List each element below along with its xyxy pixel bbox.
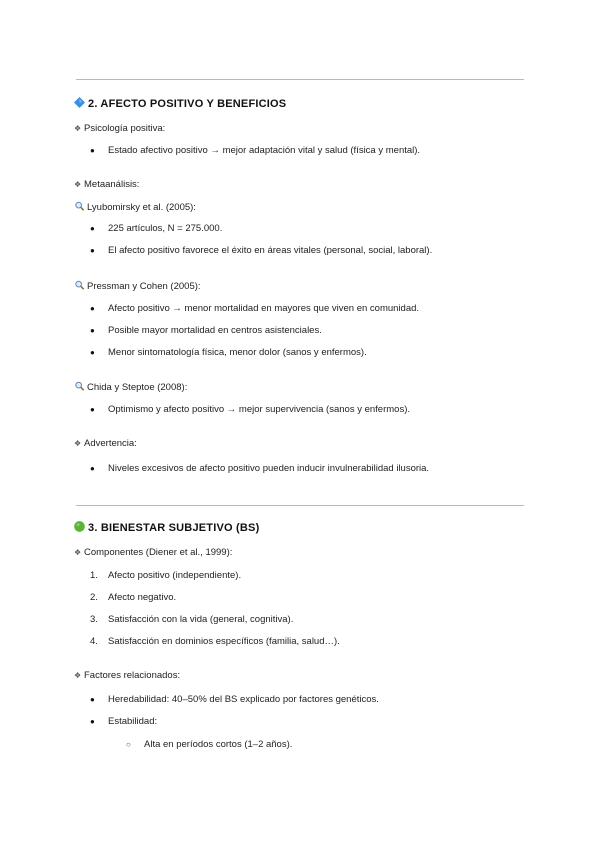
bullet-icon: ● xyxy=(90,146,95,155)
diamond-marker-icon: ❖ xyxy=(74,124,82,133)
list-item: ● Heredabilidad: 40–50% del BS explicado por factores genéticos. xyxy=(90,694,379,705)
green-circle-icon xyxy=(74,521,85,532)
magnifier-icon xyxy=(74,280,85,290)
bullet-icon: ● xyxy=(90,224,95,233)
numbered-item: 3. Satisfacción con la vida (general, cognitiva). xyxy=(90,614,294,625)
hollow-bullet-icon: ○ xyxy=(126,740,131,749)
list-item: ● El afecto positivo favorece el éxito en áreas vitales (personal, social, laboral). xyxy=(90,245,433,256)
bullet-icon: ● xyxy=(90,246,95,255)
pressman-label: Pressman y Cohen (2005): xyxy=(74,280,201,292)
list-item: ● Afecto positivo → menor mortalidad en mayores que viven en comunidad. xyxy=(90,303,420,314)
list-item: ● Niveles excesivos de afecto positivo pueden inducir invulnerabilidad ilusoria. xyxy=(90,463,430,474)
diamond-marker-icon: ❖ xyxy=(74,548,82,557)
bullet-icon: ● xyxy=(90,304,95,313)
lyubomirsky-label: Lyubomirsky et al. (2005): xyxy=(74,201,196,213)
list-item: ● Menor sintomatología física, menor dolor (sanos y enfermos). xyxy=(90,347,367,358)
bullet-icon: ● xyxy=(90,717,95,726)
section-3-heading xyxy=(74,521,259,534)
bullet-icon: ● xyxy=(90,464,95,473)
componentes-label: ❖ Componentes (Diener et al., 1999): xyxy=(74,547,233,558)
list-item: ● Posible mayor mortalidad en centros asistenciales. xyxy=(90,325,322,336)
advertencia-label: ❖ Advertencia: xyxy=(74,438,137,449)
diamond-marker-icon: ❖ xyxy=(74,439,82,448)
numbered-item: 2. Afecto negativo. xyxy=(90,592,177,603)
nested-list-item: ○ Alta en períodos cortos (1–2 años). xyxy=(126,739,293,750)
bullet-icon: ● xyxy=(90,348,95,357)
list-item: ● Estabilidad: xyxy=(90,716,158,727)
diamond-marker-icon: ❖ xyxy=(74,671,82,680)
section-2-title: 2. AFECTO POSITIVO Y BENEFICIOS xyxy=(88,98,287,110)
list-item: ● Estado afectivo positivo → mejor adaptación vital y salud (física y mental). xyxy=(90,145,421,156)
bullet-icon: ● xyxy=(90,695,95,704)
numbered-item: 4. Satisfacción en dominios específicos (familia, salud…). xyxy=(90,636,340,647)
magnifier-icon xyxy=(74,201,85,211)
psicologia-positiva-label: ❖ Psicología positiva: xyxy=(74,123,166,134)
factores-label: ❖ Factores relacionados: xyxy=(74,670,181,681)
list-item: ● Optimismo y afecto positivo → mejor supervivencia (sanos y enfermos). xyxy=(90,404,410,415)
diamond-marker-icon: ❖ xyxy=(74,180,82,189)
horizontal-rule-middle xyxy=(76,505,524,506)
blue-diamond-icon xyxy=(74,97,85,108)
bullet-icon: ● xyxy=(90,326,95,335)
numbered-item: 1. Afecto positivo (independiente). xyxy=(90,570,242,581)
section-3-title: 3. BIENESTAR SUBJETIVO (BS) xyxy=(88,522,260,534)
list-item: ● 225 artículos, N = 275.000. xyxy=(90,223,223,234)
chida-label: Chida y Steptoe (2008): xyxy=(74,381,187,393)
section-2-heading xyxy=(74,97,286,110)
bullet-icon: ● xyxy=(90,405,95,414)
metaanalisis-label: ❖ Metaanálisis: xyxy=(74,179,140,190)
magnifier-icon xyxy=(74,381,85,391)
horizontal-rule-top xyxy=(76,79,524,80)
